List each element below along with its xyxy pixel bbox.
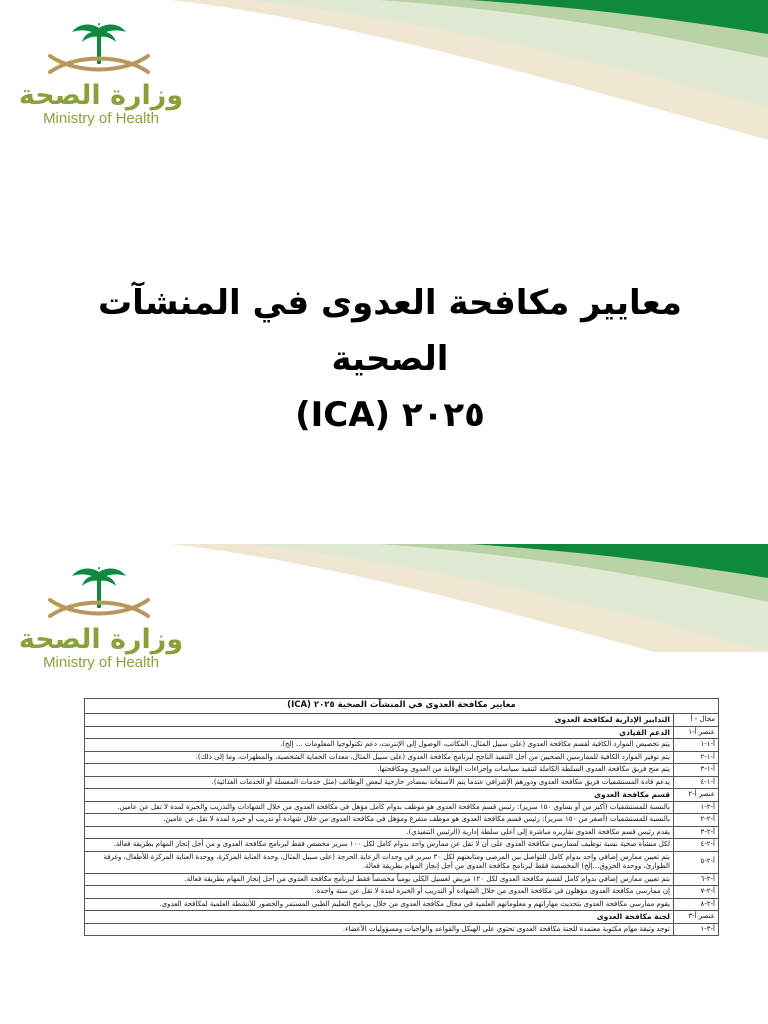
row-code: عنصر أ-٣	[674, 911, 719, 924]
row-code: أ-٢-٣	[674, 826, 719, 839]
logo-arabic-name: وزارة الصحة	[18, 624, 184, 655]
table-row	[85, 764, 719, 777]
row-section-title: التدابير الإدارية لمكافحة العدوى	[85, 714, 674, 727]
table-row	[85, 923, 719, 936]
table-title: معايير مكافحة العدوى في المنشآت الصحية ٢٠٢٥ (ICA)	[85, 699, 719, 714]
table-section-row	[85, 911, 719, 924]
table-row	[85, 886, 719, 899]
row-text: يتم تخصيص الموارد الكافية لقسم مكافحة العدوى (على سبيل المثال، المكاتب، الوصول إلى الإنترنت، دعم تكنولوجيا المعلومات ... إلخ).	[85, 739, 674, 752]
moh-logo	[14, 22, 184, 132]
table-section-row	[85, 714, 719, 727]
moh-logo	[14, 566, 184, 676]
row-text: يتم توفير الموارد الكافية للممارسين الصحيين من أجل التنفيذ الناجح لبرنامج مكافحة العدوى (على سبيل المثال، معدات الحماية الشخصية، والمطهرات، وما إلى ذلك).	[85, 751, 674, 764]
table-row	[85, 851, 719, 873]
page-title	[40, 275, 740, 443]
row-text: لكل منشأة صحية نسبة توظيف لممارسي مكافحة العدوى على أن لا تقل عن ممارس واحد بدوام كامل لكل ١٠٠ سرير مخصص فقط لبرنامج مكافحة العدوى و من أجل إنجاز المهام بطريقة فعالة.	[85, 839, 674, 852]
row-code: أ-٢-٢	[674, 814, 719, 827]
row-code: أ-٢-٥	[674, 851, 719, 873]
table-header-row	[85, 699, 719, 714]
palm-swords-emblem-icon	[36, 22, 162, 80]
row-code: أ-١-١	[674, 739, 719, 752]
row-text: بالنسبة للمستشفيات (أصغر من ١٥٠ سرير): رئيس قسم مكافحة العدوى هو موظف متفرغ ومؤهل في مكافحة العدوى من خلال شهادة أو تدريب أو خبرة لمدة لا تقل عن عامين.	[85, 814, 674, 827]
row-text: يقوم ممارسي مكافحة العدوى بتحديث مهاراتهم و معلوماتهم العلمية في مجال مكافحة العدوى من خلال برنامج التعليم الطبي المستمر والحضور للأنشطة العلمية لمكافحة العدوى.	[85, 898, 674, 911]
table-row	[85, 826, 719, 839]
row-code: أ-٢-٧	[674, 886, 719, 899]
row-text: بالنسبة للمستشفيات (أكبر من أو يساوي ١٥٠ سرير): رئيس قسم مكافحة العدوى هو موظف بدوام كامل مؤهل في مكافحة العدوى من خلال الشهادات والتدريب والخبرة لمدة لا تقل عن عامين.	[85, 801, 674, 814]
row-code: أ-٣-١	[674, 923, 719, 936]
standards-table	[84, 698, 719, 936]
row-section-title: الدعم القيادي	[85, 726, 674, 739]
table-row	[85, 814, 719, 827]
row-code: عنصر أ-٢	[674, 789, 719, 802]
row-section-title: قسم مكافحة العدوى	[85, 789, 674, 802]
row-text: يتم تعيين ممارس إضافي بدوام كامل لقسم مكافحة العدوى لكل ١٢٠ مريض لغسيل الكلى يومياً مخصصاً فقط لبرنامج مكافحة العدوى من أجل إنجاز المهام بطريقة فعالة.	[85, 873, 674, 886]
row-text: يتم منح فريق مكافحة العدوى السلطة الكاملة لتنفيذ سياسات وإجراءات الوقاية من العدوى ومكافحتها.	[85, 764, 674, 777]
row-code: أ-١-٤	[674, 776, 719, 789]
row-text: يقدم رئيس قسم مكافحة العدوى تقاريره مباشرة إلى أعلى سلطة إدارية (الرئيس التنفيذي).	[85, 826, 674, 839]
logo-english-name: Ministry of Health	[43, 110, 159, 127]
table-row	[85, 739, 719, 752]
row-text: يدعم قادة المستشفيات فريق مكافحة العدوى ودورهم الإشرافي عندما يتم الاستعانة بمصادر خارجية لبعض الوظائف (مثل خدمات المغسلة أو الخدمات الغذائية).	[85, 776, 674, 789]
standards-table-slide	[0, 512, 768, 1024]
row-code: مجال - أ	[674, 714, 719, 727]
logo-arabic-name: وزارة الصحة	[18, 80, 184, 111]
table-row	[85, 751, 719, 764]
row-code: عنصر أ-١	[674, 726, 719, 739]
table-section-row	[85, 789, 719, 802]
table-row	[85, 776, 719, 789]
table-row	[85, 898, 719, 911]
row-code: أ-٢-١	[674, 801, 719, 814]
table-row	[85, 839, 719, 852]
logo-english-name: Ministry of Health	[43, 654, 159, 671]
table-section-row	[85, 726, 719, 739]
table-row	[85, 873, 719, 886]
row-code: أ-٢-٤	[674, 839, 719, 852]
title-line-2: ٢٠٢٥ (ICA)	[295, 395, 485, 435]
row-code: أ-١-٢	[674, 751, 719, 764]
palm-swords-emblem-icon	[36, 566, 162, 624]
row-code: أ-١-٣	[674, 764, 719, 777]
row-text: يتم تعيين ممارس إضافي واحد بدوام كامل للتواصل بين المرضى ومتابعتهم لكل ٣٠ سرير في وحدات الرعاية الحرجة (على سبيل المثال، وحدة العناية المركزة، ووحدة العناية المركزة للأطفال، وغرفة الطوارئ، ووحدة الحروق...إلخ) المخصصة فقط لبرنامج مكافحة العدوى من أجل إنجاز المهام بطريقة فعالة.	[85, 851, 674, 873]
row-section-title: لجنة مكافحة العدوى	[85, 911, 674, 924]
row-text: توجد وثيقة مهام مكتوبة معتمدة للجنة مكافحة العدوى تحتوي على الهيكل والقواعد والواجبات ومسؤوليات الأعضاء.	[85, 923, 674, 936]
title-line-1: معايير مكافحة العدوى في المنشآت الصحية	[98, 283, 682, 379]
table-row	[85, 801, 719, 814]
row-text: إن ممارسي مكافحة العدوى مؤهلون في مكافحة العدوى من خلال الشهادة أو التدريب أو الخبرة لمدة لا تقل عن سنة واحدة.	[85, 886, 674, 899]
row-code: أ-٢-٦	[674, 873, 719, 886]
row-code: أ-٢-٨	[674, 898, 719, 911]
